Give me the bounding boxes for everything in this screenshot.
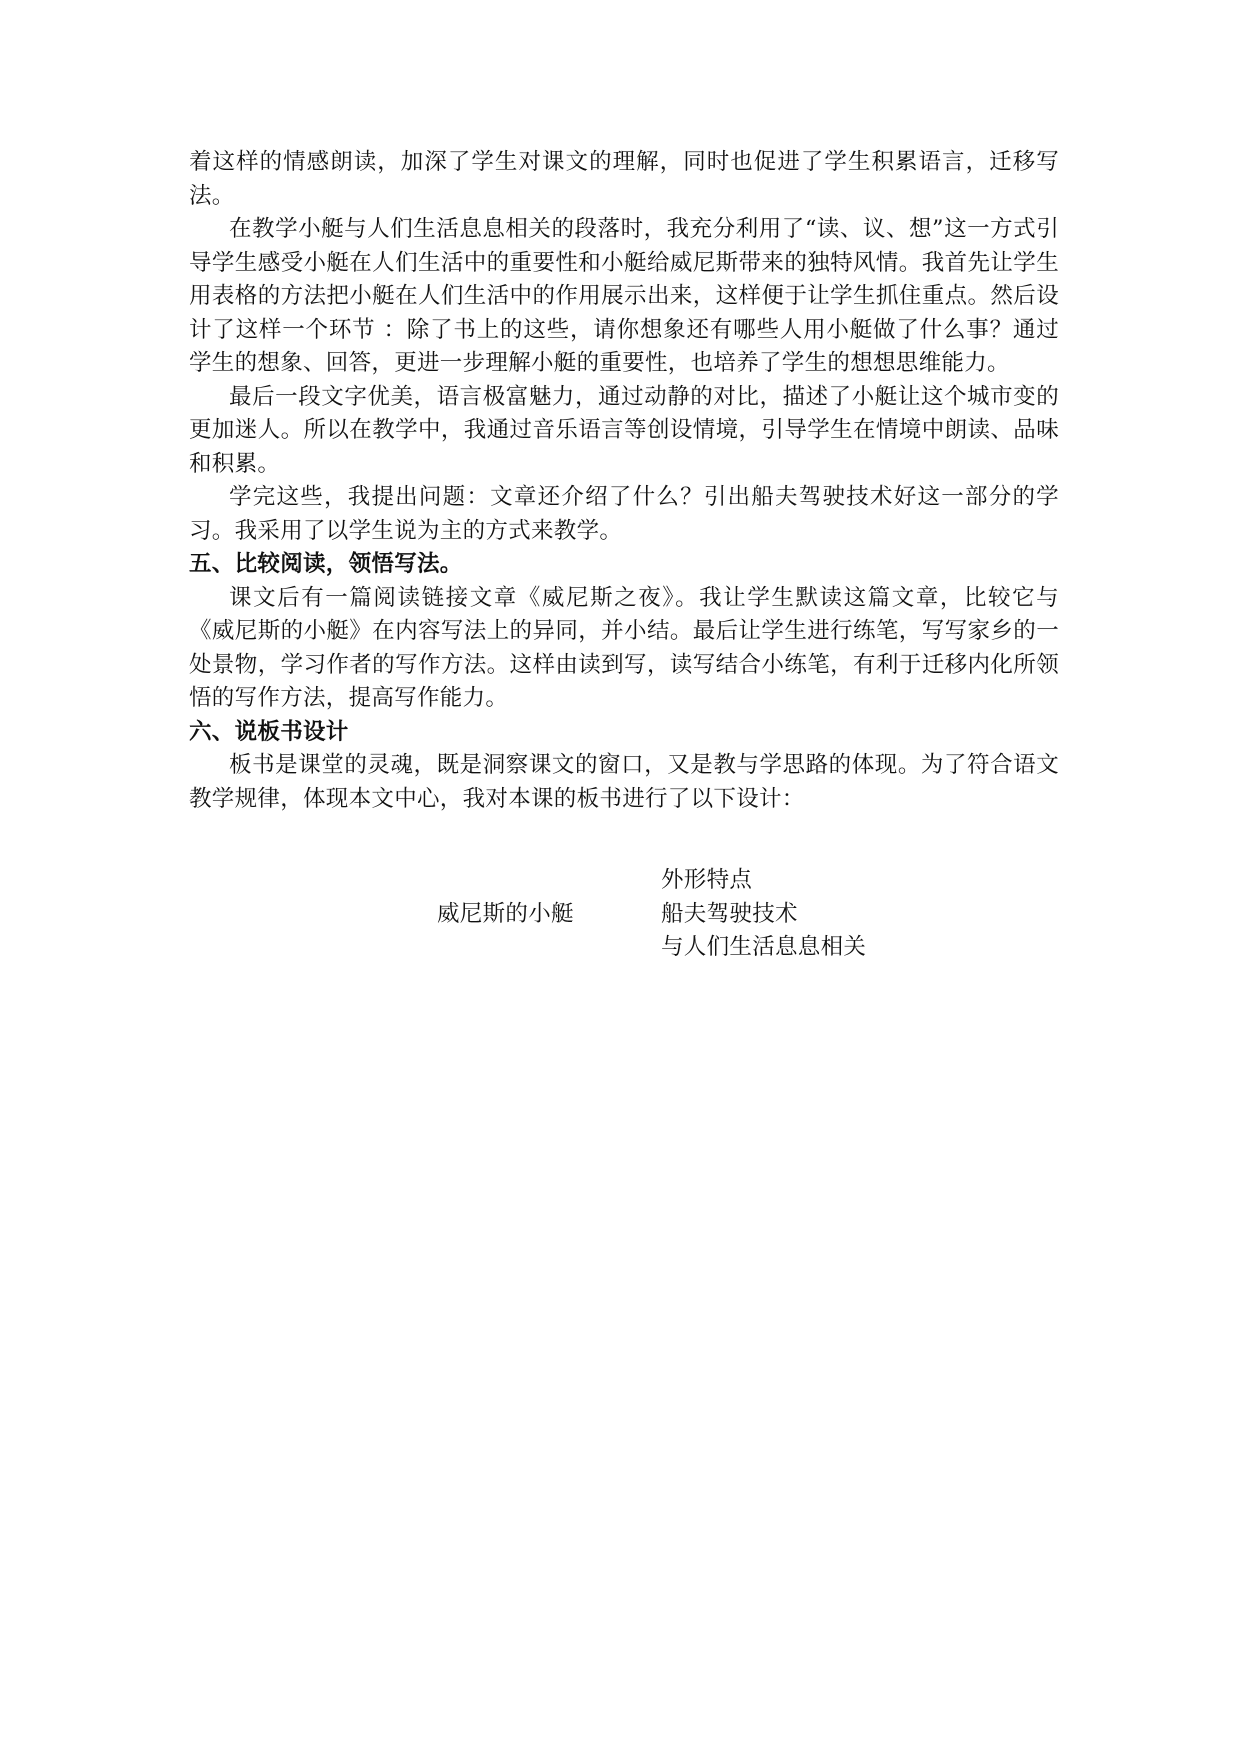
paragraph-continuation: 着这样的情感朗读，加深了学生对课文的理解，同时也促进了学生积累语言，迁移写法。 xyxy=(189,149,1059,209)
board-item: 外形特点 xyxy=(661,867,753,893)
board-title: 威尼斯的小艇 xyxy=(437,901,574,927)
board-item: 与人们生活息息相关 xyxy=(661,934,867,960)
document-body xyxy=(189,146,1059,816)
board-design xyxy=(189,860,1059,970)
section-heading-5: 五、比较阅读，领悟写法。 xyxy=(189,551,463,577)
board-item-list xyxy=(661,864,866,965)
paragraph-comparative-reading: 课文后有一篇阅读链接文章《威尼斯之夜》。我让学生默读这篇文章，比较它与《威尼斯的小艇》在内容写法上的异同，并小结。最后让学生进行练笔，写写家乡的一处景物，学习作者的写作方法。这样由读到写，读写结合小练笔，有利于迁移内化所领悟的写作方法，提高写作能力。 xyxy=(189,584,1059,711)
paragraph-board-intro: 板书是课堂的灵魂，既是洞察课文的窗口，又是教与学思路的体现。为了符合语文教学规律，体现本文中心，我对本课的板书进行了以下设计： xyxy=(189,752,1059,812)
paragraph-boatman-skill: 学完这些，我提出问题：文章还介绍了什么？引出船夫驾驶技术好这一部分的学习。我采用了以学生说为主的方式来教学。 xyxy=(189,484,1059,544)
board-item: 船夫驾驶技术 xyxy=(661,900,798,927)
paragraph-last-section: 最后一段文字优美，语言极富魅力，通过动静的对比，描述了小艇让这个城市变的更加迷人。所以在教学中，我通过音乐语言等创设情境，引导学生在情境中朗读、品味和积累。 xyxy=(189,383,1059,477)
paragraph-boat-life: 在教学小艇与人们生活息息相关的段落时，我充分利用了“读、议、想”这一方式引导学生感受小艇在人们生活中的重要性和小艇给威尼斯带来的独特风情。我首先让学生用表格的方法把小艇在人们生活中的作用展示出来，这样便于让学生抓住重点。然后设计了这样一个环节 ：除了书上的这些，请你想象还有哪些人用小艇做了什么事？通过学生的想象、回答，更进一步理解小艇的重要性，也培养了学生的想想思维能力。 xyxy=(189,216,1059,376)
section-heading-6: 六、说板书设计 xyxy=(189,718,349,745)
